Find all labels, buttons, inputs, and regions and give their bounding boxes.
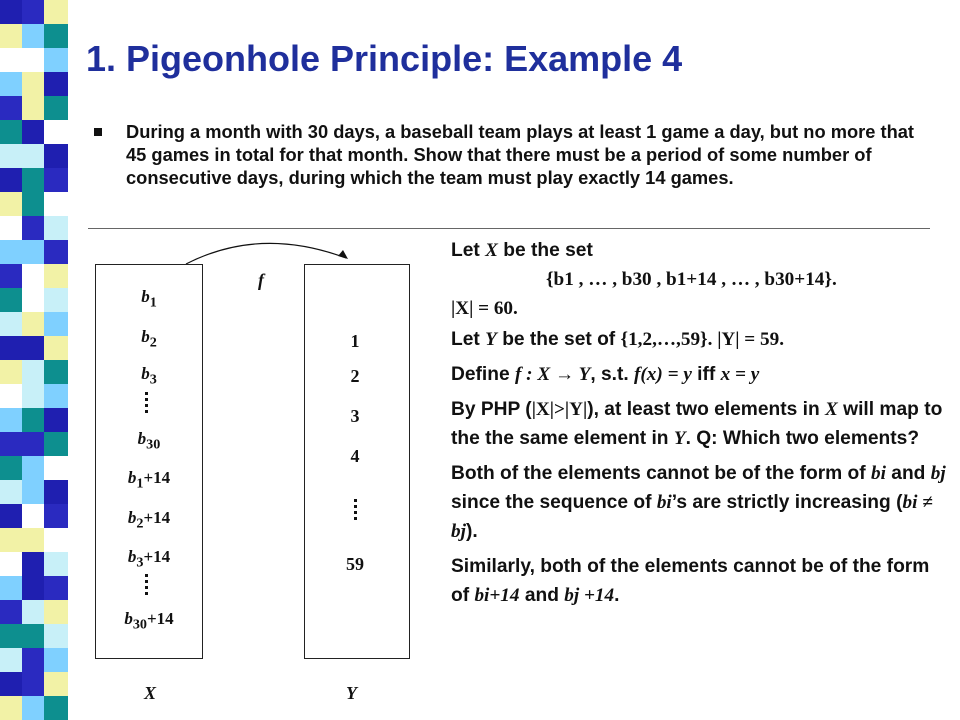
strip-tile bbox=[44, 240, 68, 264]
strip-tile bbox=[44, 24, 68, 48]
strip-tile bbox=[0, 312, 22, 336]
strip-tile bbox=[22, 216, 44, 240]
paragraph-define-x: Let X be the set {b1 , … , b30 , b1+14 , … , b30+14}. |X| = 60. bbox=[451, 240, 837, 319]
strip-tile bbox=[0, 600, 22, 624]
strip-tile bbox=[44, 192, 68, 216]
strip-tile bbox=[44, 408, 68, 432]
strip-tile bbox=[44, 480, 68, 504]
strip-tile bbox=[44, 456, 68, 480]
strip-tile bbox=[44, 216, 68, 240]
strip-tile bbox=[0, 480, 22, 504]
strip-tile bbox=[0, 456, 22, 480]
strip-tile bbox=[44, 288, 68, 312]
strip-tile bbox=[22, 120, 44, 144]
strip-tile bbox=[44, 0, 68, 24]
strip-tile bbox=[0, 168, 22, 192]
vertical-ellipsis-icon bbox=[354, 499, 358, 523]
strip-tile bbox=[22, 360, 44, 384]
strip-tile bbox=[44, 144, 68, 168]
bullet-square-icon bbox=[94, 128, 102, 136]
x-element: $b_{30}$ bbox=[137, 429, 161, 453]
vertical-ellipsis-icon bbox=[145, 574, 149, 598]
strip-tile bbox=[0, 72, 22, 96]
strip-tile bbox=[44, 648, 68, 672]
set-x-expression: {b1 , … , b30 , b1+14 , … , b30+14}. bbox=[546, 269, 837, 290]
strip-tile bbox=[0, 528, 22, 552]
strip-tile bbox=[22, 72, 44, 96]
strip-tile bbox=[44, 120, 68, 144]
strip-tile bbox=[22, 384, 44, 408]
strip-tile bbox=[44, 624, 68, 648]
paragraph-define-f: Define f : X → Y, s.t. f(x) = y iff x = y bbox=[451, 364, 760, 385]
strip-tile bbox=[0, 48, 22, 72]
strip-tile bbox=[44, 672, 68, 696]
paragraph-both-bi: Both of the elements cannot be of the form of bi and bj since the sequence of bi’s are strictly increasing (bi ≠ bj). bbox=[451, 463, 946, 542]
slide-title: 1. Pigeonhole Principle: Example 4 bbox=[86, 38, 683, 79]
strip-tile bbox=[22, 696, 44, 720]
strip-tile bbox=[0, 360, 22, 384]
x-element: $b_3+14$ bbox=[127, 547, 171, 571]
strip-tile bbox=[0, 504, 22, 528]
strip-tile bbox=[22, 336, 44, 360]
strip-tile bbox=[22, 672, 44, 696]
strip-tile bbox=[22, 648, 44, 672]
strip-tile bbox=[0, 192, 22, 216]
strip-tile bbox=[0, 0, 22, 24]
strip-tile bbox=[44, 264, 68, 288]
strip-tile bbox=[22, 144, 44, 168]
set-y-label: Y bbox=[346, 683, 357, 703]
strip-tile bbox=[0, 120, 22, 144]
strip-tile bbox=[44, 72, 68, 96]
strip-tile bbox=[22, 24, 44, 48]
strip-tile bbox=[22, 552, 44, 576]
strip-tile bbox=[44, 168, 68, 192]
strip-tile bbox=[22, 0, 44, 24]
strip-tile bbox=[44, 312, 68, 336]
x-element: $b_2$ bbox=[141, 327, 157, 351]
strip-tile bbox=[22, 456, 44, 480]
strip-tile bbox=[22, 96, 44, 120]
strip-tile bbox=[22, 288, 44, 312]
strip-tile bbox=[22, 576, 44, 600]
strip-tile bbox=[44, 384, 68, 408]
strip-tile bbox=[22, 312, 44, 336]
strip-tile bbox=[22, 504, 44, 528]
set-x-box bbox=[95, 264, 203, 659]
strip-tile bbox=[0, 216, 22, 240]
paragraph-define-y: Let Y be the set of {1,2,…,59}. |Y| = 59. bbox=[451, 329, 785, 350]
strip-tile bbox=[22, 432, 44, 456]
strip-tile bbox=[44, 504, 68, 528]
x-element: $b_{30}+14$ bbox=[124, 609, 174, 633]
strip-tile bbox=[22, 168, 44, 192]
strip-tile bbox=[0, 288, 22, 312]
set-x-label: X bbox=[144, 683, 157, 703]
strip-tile bbox=[0, 576, 22, 600]
strip-tile bbox=[0, 336, 22, 360]
strip-tile bbox=[44, 48, 68, 72]
strip-tile bbox=[0, 240, 22, 264]
strip-tile bbox=[0, 432, 22, 456]
strip-tile bbox=[22, 600, 44, 624]
y-element: 2 bbox=[350, 366, 360, 386]
strip-tile bbox=[0, 24, 22, 48]
decorative-left-strip bbox=[0, 0, 68, 720]
strip-tile bbox=[0, 624, 22, 648]
strip-tile bbox=[44, 360, 68, 384]
strip-tile bbox=[44, 552, 68, 576]
vertical-ellipsis-icon bbox=[145, 392, 149, 416]
x-element: $b_3$ bbox=[141, 364, 157, 388]
y-element: 59 bbox=[346, 554, 364, 574]
strip-tile bbox=[22, 240, 44, 264]
strip-tile bbox=[22, 528, 44, 552]
strip-tile bbox=[22, 408, 44, 432]
strip-tile bbox=[0, 552, 22, 576]
strip-tile bbox=[22, 624, 44, 648]
set-y-box bbox=[304, 264, 410, 659]
paragraph-php: By PHP (|X|>|Y|), at least two elements in X will map to the the same element in Y. Q: Which two elements? bbox=[451, 399, 943, 449]
map-label-f: f bbox=[258, 270, 264, 290]
y-element: 1 bbox=[350, 331, 360, 351]
strip-tile bbox=[44, 696, 68, 720]
y-element: 3 bbox=[350, 406, 360, 426]
strip-tile bbox=[0, 96, 22, 120]
strip-tile bbox=[22, 48, 44, 72]
explanation-text bbox=[451, 241, 946, 616]
strip-tile bbox=[22, 192, 44, 216]
strip-tile bbox=[22, 480, 44, 504]
strip-tile bbox=[44, 600, 68, 624]
strip-tile bbox=[0, 672, 22, 696]
strip-tile bbox=[44, 528, 68, 552]
strip-tile bbox=[44, 432, 68, 456]
x-element: $b_1$ bbox=[141, 287, 157, 311]
cardinality-x: |X| = 60. bbox=[451, 298, 518, 319]
strip-tile bbox=[0, 408, 22, 432]
strip-tile bbox=[44, 576, 68, 600]
strip-tile bbox=[44, 336, 68, 360]
strip-tile bbox=[0, 264, 22, 288]
y-element: 4 bbox=[350, 446, 360, 466]
strip-tile bbox=[22, 264, 44, 288]
x-element: $b_2+14$ bbox=[127, 508, 171, 532]
paragraph-similarly: Similarly, both of the elements cannot be of the form of bi+14 and bj +14. bbox=[451, 556, 930, 606]
problem-statement: During a month with 30 days, a baseball team plays at least 1 game a day, but no more that 45 games in total for that month. Show that there must be a period of some number of consecutive days, during which the team must play exactly 14 games. bbox=[126, 121, 915, 188]
strip-tile bbox=[0, 696, 22, 720]
strip-tile bbox=[0, 648, 22, 672]
x-element: $b_1+14$ bbox=[127, 468, 171, 492]
mapping-arrow bbox=[180, 228, 360, 268]
strip-tile bbox=[44, 96, 68, 120]
strip-tile bbox=[0, 144, 22, 168]
strip-tile bbox=[0, 384, 22, 408]
